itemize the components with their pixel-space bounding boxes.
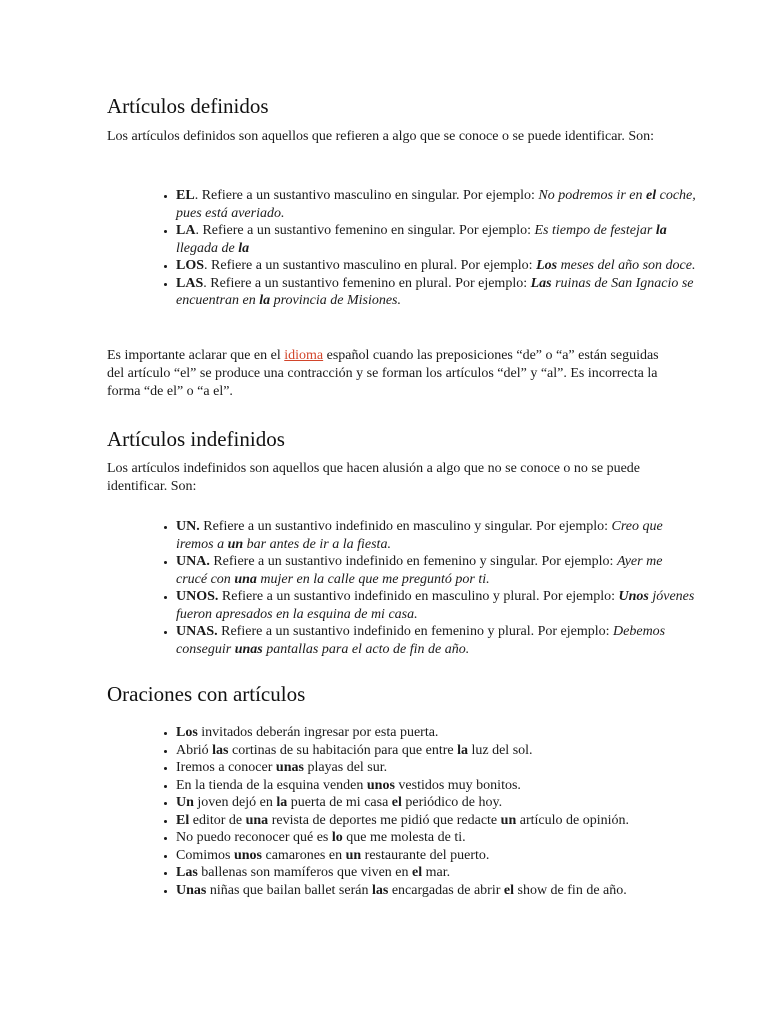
item-text: mar.: [422, 865, 451, 880]
article-word: Un: [176, 795, 194, 810]
intro-indefinidos: Los artículos indefinidos son aquellos que hacen alusión a algo que no se conoce o no se puede identificar. Son:: [107, 461, 641, 494]
article-word: una: [234, 571, 257, 587]
article-word: el: [412, 865, 423, 880]
list-item: [176, 864, 696, 882]
article-word: lo: [331, 830, 343, 845]
item-text: show de fin de año.: [514, 882, 627, 898]
example-text: Creo que iremos a: [176, 519, 663, 552]
example-text: ruinas de San Ignacio se encuentran en: [176, 275, 694, 308]
item-text: invitados deberán ingresar por esta puerta.: [197, 725, 439, 740]
example-text: Es tiempo de festejar: [534, 223, 656, 238]
list-item: [176, 829, 696, 847]
item-text: . Refiere a un sustantivo masculino en plural. Por ejemplo:: [204, 258, 537, 273]
article-word: EL: [176, 188, 195, 203]
article-word: la: [276, 795, 288, 810]
article-word: la: [238, 240, 250, 256]
example-text: coche, pues está averiado.: [176, 188, 696, 221]
example-text: pantallas para el acto de fin de año.: [262, 641, 470, 657]
article-word: un: [500, 812, 517, 828]
article-word: el: [391, 795, 402, 810]
list-item: [176, 742, 696, 760]
example-text: meses del año son doce.: [557, 258, 696, 273]
article-word: UNA.: [176, 554, 210, 569]
list-item: [176, 777, 696, 795]
list-item: [176, 187, 696, 222]
heading-oraciones: Oraciones con artículos: [107, 682, 306, 706]
article-word: unas: [234, 641, 263, 657]
article-word: la: [259, 293, 271, 308]
article-word: Unos: [618, 589, 649, 604]
example-text: llegada de: [176, 240, 239, 256]
item-text: niñas que bailan ballet serán: [206, 882, 372, 898]
item-text: restaurante del puerto.: [361, 847, 490, 863]
item-text: . Refiere a un sustantivo femenino en singular. Por ejemplo:: [195, 223, 535, 238]
item-text: periódico de hoy.: [401, 795, 503, 810]
item-text: Iremos a conocer: [176, 760, 276, 775]
list-item: [176, 812, 696, 830]
item-text: joven dejó en: [193, 795, 277, 810]
item-text: revista de deportes me pidió que redacte: [268, 812, 501, 828]
list-item: [176, 794, 696, 812]
article-word: un: [227, 536, 244, 552]
article-word: UNOS.: [176, 589, 219, 604]
example-text: provincia de Misiones.: [270, 293, 401, 308]
example-text: bar antes de ir a la fiesta.: [243, 536, 391, 552]
list-item: [176, 847, 696, 865]
intro-definidos: Los artículos definidos son aquellos que refieren a algo que se conoce o se puede identificar. Son:: [107, 129, 654, 144]
list-item: [176, 882, 696, 900]
item-text: luz del sol.: [467, 742, 533, 758]
article-word: UNAS.: [176, 624, 218, 639]
list-definidos: [148, 187, 696, 310]
article-word: la: [655, 223, 667, 238]
article-word: Las: [530, 275, 552, 291]
item-text: ballenas son mamíferos que viven en: [197, 865, 413, 880]
item-text: camarones en: [262, 847, 346, 863]
article-word: las: [212, 742, 229, 758]
article-word: UN.: [176, 519, 200, 534]
list-item: [176, 257, 696, 275]
heading-definidos: Artículos definidos: [107, 94, 269, 118]
article-word: una: [245, 812, 269, 828]
list-item: [176, 222, 696, 257]
item-text: encargadas de abrir: [388, 882, 504, 898]
article-word: unos: [233, 847, 262, 863]
list-oraciones: [148, 724, 696, 899]
example-text: Debemos conseguir: [176, 624, 666, 657]
article-word: el: [503, 882, 514, 898]
article-word: LOS: [176, 258, 205, 273]
list-item: [176, 518, 696, 553]
item-text: Comimos: [176, 847, 234, 863]
article-word: un: [345, 847, 362, 863]
article-word: unas: [275, 760, 304, 775]
note-text-after: español cuando las preposiciones “de” o “a” están seguidas del artículo “el” se produce una contracción y se forman los artículos “del” y “al”. Es incorrecta la forma “de el” o “a el”.: [107, 348, 659, 399]
example-text: No podremos ir en: [538, 188, 646, 203]
item-text: Refiere a un sustantivo indefinido en femenino y plural. Por ejemplo:: [217, 624, 614, 639]
item-text: cortinas de su habitación para que entre: [228, 742, 458, 758]
article-word: Los: [536, 258, 558, 273]
example-text: mujer en la calle que me preguntó por ti.: [256, 571, 490, 587]
example-text: Ayer me crucé con: [176, 554, 663, 587]
article-word: LA: [176, 223, 196, 238]
article-word: Unas: [176, 882, 207, 898]
item-text: Refiere a un sustantivo indefinido en masculino y plural. Por ejemplo:: [218, 589, 619, 604]
article-word: Los: [176, 725, 198, 740]
item-text: vestidos muy bonitos.: [394, 777, 521, 793]
list-item: [176, 759, 696, 777]
item-text: artículo de opinión.: [516, 812, 629, 828]
article-word: las: [371, 882, 389, 898]
list-item: [176, 588, 696, 623]
item-text: No puedo reconocer qué es: [176, 830, 332, 845]
item-text: Refiere a un sustantivo indefinido en masculino y singular. Por ejemplo:: [199, 519, 612, 534]
note-contraccion: [107, 347, 667, 401]
list-item: [176, 553, 696, 588]
item-text: que me molesta de ti.: [342, 830, 466, 845]
article-word: El: [176, 812, 190, 828]
article-word: la: [457, 742, 468, 758]
article-word: LAS: [176, 275, 204, 291]
note-text-before: Es importante aclarar que en el: [107, 348, 285, 363]
example-text: jóvenes fueron apresados en la esquina de mi casa.: [176, 589, 695, 622]
item-text: Abrió: [176, 742, 213, 758]
list-item: [176, 275, 696, 310]
item-text: . Refiere a un sustantivo femenino en plural. Por ejemplo:: [203, 275, 531, 291]
item-text: puerta de mi casa: [287, 795, 392, 810]
heading-indefinidos: Artículos indefinidos: [107, 427, 285, 451]
item-text: playas del sur.: [303, 760, 388, 775]
article-word: el: [646, 188, 657, 203]
idioma-link[interactable]: idioma: [284, 348, 324, 363]
list-item: [176, 724, 696, 742]
article-word: Las: [176, 865, 198, 880]
list-item: [176, 623, 696, 658]
item-text: En la tienda de la esquina venden: [176, 777, 367, 793]
article-word: unos: [366, 777, 395, 793]
list-indefinidos: [148, 518, 696, 658]
item-text: Refiere a un sustantivo indefinido en femenino y singular. Por ejemplo:: [209, 554, 617, 569]
item-text: editor de: [189, 812, 246, 828]
item-text: . Refiere a un sustantivo masculino en singular. Por ejemplo:: [194, 188, 539, 203]
